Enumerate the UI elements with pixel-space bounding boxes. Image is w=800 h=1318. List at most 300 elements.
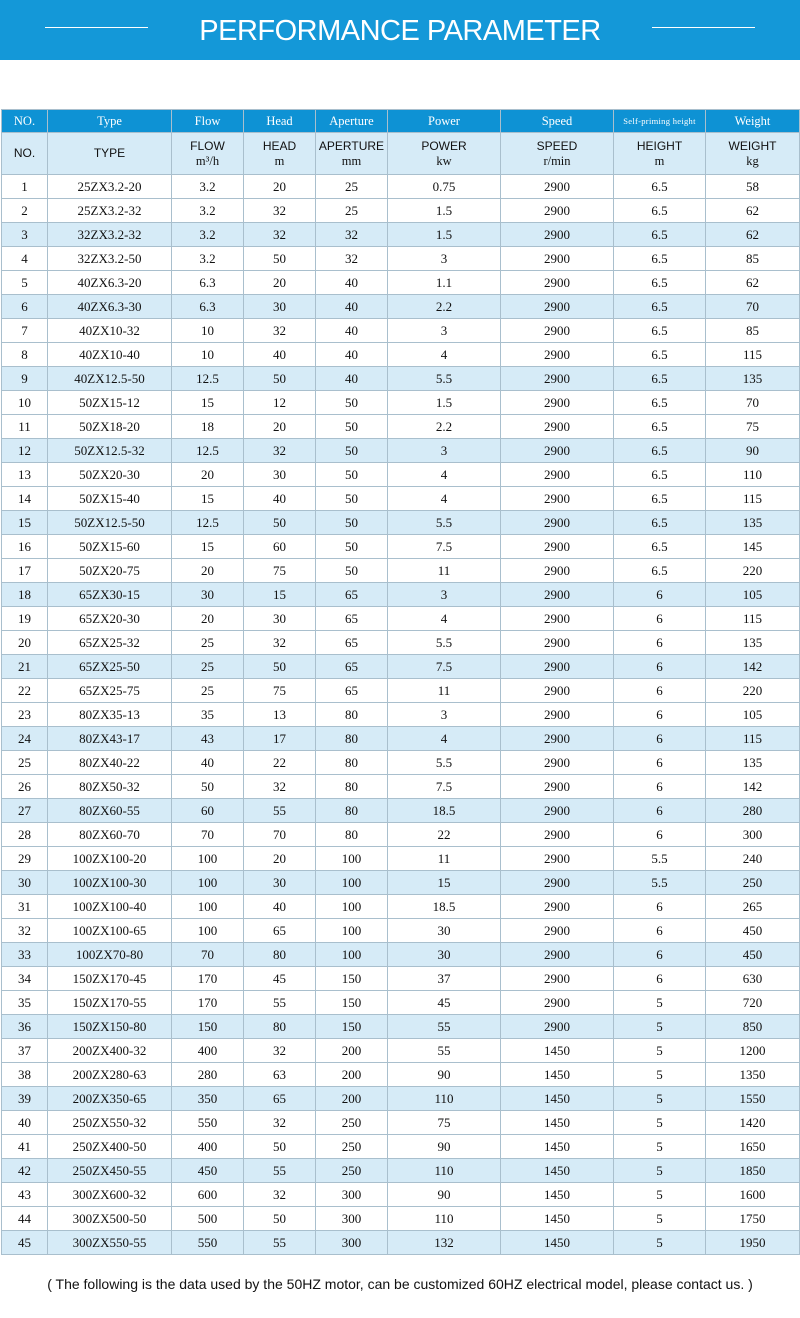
cell-no: 37 [2,1039,48,1063]
table-row [2,943,800,967]
cell-head: 60 [244,535,316,559]
cell-flow: 60 [172,799,244,823]
header-speed: Speed [501,110,614,133]
cell-height: 5.5 [614,847,706,871]
cell-speed: 2900 [501,679,614,703]
cell-speed: 2900 [501,727,614,751]
cell-weight: 240 [706,847,800,871]
cell-head: 20 [244,271,316,295]
cell-power: 5.5 [388,511,501,535]
cell-no: 6 [2,295,48,319]
cell-aperture: 250 [316,1111,388,1135]
subheader-unit: kg [746,153,759,168]
cell-aperture: 65 [316,655,388,679]
cell-height: 5 [614,1111,706,1135]
subheader-name: POWER [421,138,467,153]
cell-aperture: 300 [316,1207,388,1231]
cell-no: 29 [2,847,48,871]
cell-speed: 2900 [501,799,614,823]
cell-flow: 35 [172,703,244,727]
cell-no: 20 [2,631,48,655]
cell-head: 70 [244,823,316,847]
cell-power: 7.5 [388,775,501,799]
cell-aperture: 50 [316,391,388,415]
cell-weight: 62 [706,271,800,295]
header-aperture: Aperture [316,110,388,133]
cell-weight: 62 [706,199,800,223]
table-body [2,175,800,1255]
cell-flow: 25 [172,679,244,703]
cell-head: 13 [244,703,316,727]
cell-no: 17 [2,559,48,583]
cell-height: 6 [614,655,706,679]
cell-aperture: 300 [316,1231,388,1255]
cell-power: 5.5 [388,367,501,391]
cell-speed: 1450 [501,1087,614,1111]
cell-height: 5 [614,1135,706,1159]
table-row [2,991,800,1015]
header-power: Power [388,110,501,133]
cell-power: 18.5 [388,895,501,919]
cell-flow: 400 [172,1135,244,1159]
cell-weight: 145 [706,535,800,559]
cell-aperture: 80 [316,823,388,847]
cell-head: 40 [244,487,316,511]
cell-no: 14 [2,487,48,511]
cell-power: 90 [388,1135,501,1159]
cell-weight: 70 [706,391,800,415]
cell-type: 50ZX20-30 [48,463,172,487]
table-row [2,487,800,511]
subheader-head [244,133,316,175]
cell-power: 1.1 [388,271,501,295]
cell-flow: 100 [172,895,244,919]
cell-head: 50 [244,367,316,391]
cell-speed: 2900 [501,223,614,247]
cell-speed: 1450 [501,1183,614,1207]
cell-power: 0.75 [388,175,501,199]
cell-type: 50ZX15-12 [48,391,172,415]
subheader-name: WEIGHT [728,138,777,153]
cell-aperture: 40 [316,343,388,367]
cell-head: 22 [244,751,316,775]
cell-flow: 15 [172,391,244,415]
subheader-no [2,133,48,175]
cell-type: 250ZX450-55 [48,1159,172,1183]
subheader-unit: m³/h [195,153,220,168]
cell-power: 55 [388,1015,501,1039]
cell-head: 45 [244,967,316,991]
cell-speed: 2900 [501,247,614,271]
cell-height: 6 [614,583,706,607]
cell-power: 5.5 [388,631,501,655]
cell-height: 6.5 [614,367,706,391]
table-row [2,1183,800,1207]
cell-no: 38 [2,1063,48,1087]
cell-head: 80 [244,1015,316,1039]
cell-flow: 50 [172,775,244,799]
cell-head: 75 [244,679,316,703]
table-row [2,727,800,751]
cell-aperture: 50 [316,535,388,559]
cell-head: 20 [244,175,316,199]
cell-no: 43 [2,1183,48,1207]
cell-weight: 135 [706,367,800,391]
cell-aperture: 80 [316,799,388,823]
cell-aperture: 100 [316,895,388,919]
table-row [2,1039,800,1063]
cell-head: 65 [244,919,316,943]
cell-speed: 2900 [501,439,614,463]
table-row [2,415,800,439]
cell-flow: 3.2 [172,175,244,199]
cell-aperture: 40 [316,319,388,343]
header-self-priming-height: Self-priming height [614,110,706,133]
cell-flow: 450 [172,1159,244,1183]
cell-aperture: 300 [316,1183,388,1207]
cell-weight: 1750 [706,1207,800,1231]
cell-type: 200ZX400-32 [48,1039,172,1063]
cell-no: 25 [2,751,48,775]
cell-head: 32 [244,223,316,247]
cell-weight: 1950 [706,1231,800,1255]
cell-speed: 2900 [501,175,614,199]
cell-weight: 105 [706,583,800,607]
cell-speed: 2900 [501,511,614,535]
cell-type: 100ZX70-80 [48,943,172,967]
cell-aperture: 50 [316,511,388,535]
cell-power: 1.5 [388,223,501,247]
table-row [2,919,800,943]
cell-height: 5 [614,1159,706,1183]
cell-height: 6 [614,919,706,943]
table-row [2,655,800,679]
cell-height: 5 [614,1015,706,1039]
cell-height: 6 [614,943,706,967]
subheader-unit: kw [436,153,452,168]
cell-weight: 110 [706,463,800,487]
table-row [2,1063,800,1087]
cell-weight: 142 [706,655,800,679]
cell-no: 41 [2,1135,48,1159]
cell-flow: 550 [172,1111,244,1135]
cell-aperture: 100 [316,847,388,871]
cell-height: 6 [614,631,706,655]
cell-speed: 1450 [501,1111,614,1135]
cell-head: 55 [244,1159,316,1183]
cell-flow: 150 [172,1015,244,1039]
cell-head: 65 [244,1087,316,1111]
cell-head: 50 [244,511,316,535]
table-row [2,439,800,463]
subheader-name: FLOW [190,138,225,153]
cell-weight: 1420 [706,1111,800,1135]
cell-power: 2.2 [388,415,501,439]
cell-power: 4 [388,607,501,631]
cell-speed: 2900 [501,775,614,799]
cell-no: 1 [2,175,48,199]
cell-weight: 115 [706,607,800,631]
header-head: Head [244,110,316,133]
cell-head: 75 [244,559,316,583]
cell-height: 6.5 [614,199,706,223]
cell-no: 5 [2,271,48,295]
cell-flow: 100 [172,871,244,895]
cell-weight: 135 [706,511,800,535]
cell-head: 15 [244,583,316,607]
cell-head: 55 [244,799,316,823]
cell-speed: 1450 [501,1159,614,1183]
table-row [2,271,800,295]
cell-head: 32 [244,439,316,463]
cell-weight: 85 [706,247,800,271]
cell-power: 4 [388,487,501,511]
cell-no: 21 [2,655,48,679]
cell-type: 100ZX100-65 [48,919,172,943]
cell-head: 32 [244,1183,316,1207]
cell-power: 4 [388,727,501,751]
cell-power: 4 [388,343,501,367]
cell-no: 39 [2,1087,48,1111]
subheader-name: HEAD [262,138,297,153]
cell-no: 7 [2,319,48,343]
cell-aperture: 200 [316,1039,388,1063]
cell-type: 150ZX170-55 [48,991,172,1015]
table-row [2,1087,800,1111]
cell-aperture: 80 [316,703,388,727]
cell-type: 200ZX280-63 [48,1063,172,1087]
cell-head: 40 [244,343,316,367]
cell-type: 65ZX25-75 [48,679,172,703]
cell-no: 31 [2,895,48,919]
cell-speed: 2900 [501,967,614,991]
cell-flow: 70 [172,823,244,847]
cell-speed: 1450 [501,1039,614,1063]
cell-weight: 85 [706,319,800,343]
cell-flow: 43 [172,727,244,751]
cell-type: 100ZX100-30 [48,871,172,895]
cell-flow: 10 [172,319,244,343]
cell-type: 80ZX43-17 [48,727,172,751]
table-row [2,463,800,487]
cell-type: 65ZX25-32 [48,631,172,655]
cell-flow: 280 [172,1063,244,1087]
cell-type: 150ZX170-45 [48,967,172,991]
cell-height: 5 [614,1063,706,1087]
cell-aperture: 50 [316,463,388,487]
cell-aperture: 50 [316,559,388,583]
cell-speed: 2900 [501,487,614,511]
cell-height: 6.5 [614,247,706,271]
cell-aperture: 200 [316,1063,388,1087]
cell-type: 65ZX25-50 [48,655,172,679]
cell-power: 7.5 [388,535,501,559]
subheader-name: TYPE [93,146,126,160]
table-row [2,847,800,871]
cell-flow: 400 [172,1039,244,1063]
cell-flow: 25 [172,631,244,655]
cell-aperture: 200 [316,1087,388,1111]
page-title: PERFORMANCE PARAMETER [199,15,601,47]
cell-type: 80ZX60-55 [48,799,172,823]
cell-flow: 350 [172,1087,244,1111]
cell-flow: 70 [172,943,244,967]
cell-speed: 2900 [501,271,614,295]
cell-aperture: 250 [316,1135,388,1159]
cell-type: 80ZX50-32 [48,775,172,799]
performance-table [1,109,800,1255]
cell-aperture: 40 [316,367,388,391]
cell-flow: 3.2 [172,247,244,271]
cell-no: 27 [2,799,48,823]
cell-type: 50ZX15-40 [48,487,172,511]
cell-flow: 40 [172,751,244,775]
cell-weight: 1650 [706,1135,800,1159]
cell-power: 11 [388,847,501,871]
cell-power: 3 [388,703,501,727]
subheader-power [388,133,501,175]
header-row-primary [2,110,800,133]
subheader-speed [501,133,614,175]
cell-speed: 2900 [501,919,614,943]
cell-weight: 70 [706,295,800,319]
cell-type: 40ZX12.5-50 [48,367,172,391]
cell-weight: 1550 [706,1087,800,1111]
table-row [2,319,800,343]
cell-weight: 265 [706,895,800,919]
cell-no: 18 [2,583,48,607]
header-flow: Flow [172,110,244,133]
subheader-height [614,133,706,175]
cell-aperture: 65 [316,679,388,703]
cell-weight: 630 [706,967,800,991]
cell-speed: 2900 [501,391,614,415]
cell-aperture: 65 [316,583,388,607]
cell-no: 32 [2,919,48,943]
cell-power: 11 [388,679,501,703]
table-row [2,511,800,535]
cell-head: 40 [244,895,316,919]
cell-aperture: 40 [316,271,388,295]
cell-weight: 58 [706,175,800,199]
subheader-unit: m [654,153,665,168]
cell-head: 32 [244,631,316,655]
cell-head: 80 [244,943,316,967]
cell-height: 6.5 [614,319,706,343]
cell-type: 50ZX20-75 [48,559,172,583]
cell-height: 6 [614,823,706,847]
table-row [2,895,800,919]
table-row [2,343,800,367]
cell-speed: 2900 [501,751,614,775]
cell-flow: 3.2 [172,223,244,247]
cell-flow: 500 [172,1207,244,1231]
cell-flow: 550 [172,1231,244,1255]
cell-height: 6 [614,799,706,823]
cell-head: 32 [244,319,316,343]
cell-head: 63 [244,1063,316,1087]
cell-height: 6.5 [614,343,706,367]
cell-head: 30 [244,607,316,631]
subheader-name: SPEED [536,138,578,153]
cell-height: 6.5 [614,415,706,439]
cell-type: 65ZX30-15 [48,583,172,607]
table-row [2,247,800,271]
cell-speed: 2900 [501,895,614,919]
cell-power: 15 [388,871,501,895]
cell-no: 10 [2,391,48,415]
cell-no: 26 [2,775,48,799]
cell-no: 12 [2,439,48,463]
subheader-name: HEIGHT [636,138,683,153]
cell-type: 50ZX15-60 [48,535,172,559]
cell-weight: 115 [706,343,800,367]
cell-type: 65ZX20-30 [48,607,172,631]
cell-no: 23 [2,703,48,727]
cell-weight: 450 [706,943,800,967]
cell-head: 30 [244,295,316,319]
cell-type: 40ZX6.3-20 [48,271,172,295]
cell-height: 6.5 [614,535,706,559]
cell-height: 6 [614,775,706,799]
cell-speed: 2900 [501,1015,614,1039]
cell-head: 50 [244,1207,316,1231]
cell-type: 300ZX500-50 [48,1207,172,1231]
cell-speed: 2900 [501,343,614,367]
cell-flow: 20 [172,463,244,487]
cell-speed: 2900 [501,871,614,895]
cell-speed: 2900 [501,943,614,967]
cell-no: 28 [2,823,48,847]
cell-flow: 20 [172,559,244,583]
cell-aperture: 25 [316,199,388,223]
subheader-name: APERTURE [318,138,385,153]
table-row [2,1207,800,1231]
cell-flow: 100 [172,919,244,943]
cell-weight: 280 [706,799,800,823]
cell-weight: 450 [706,919,800,943]
cell-aperture: 150 [316,1015,388,1039]
cell-aperture: 32 [316,223,388,247]
cell-head: 20 [244,847,316,871]
cell-no: 44 [2,1207,48,1231]
cell-flow: 20 [172,607,244,631]
cell-weight: 220 [706,559,800,583]
table-row [2,223,800,247]
cell-flow: 170 [172,967,244,991]
cell-no: 19 [2,607,48,631]
table-row [2,967,800,991]
cell-height: 6.5 [614,295,706,319]
table-row [2,367,800,391]
cell-weight: 135 [706,631,800,655]
table-row [2,583,800,607]
cell-power: 5.5 [388,751,501,775]
cell-type: 200ZX350-65 [48,1087,172,1111]
cell-speed: 2900 [501,703,614,727]
cell-power: 37 [388,967,501,991]
table-row [2,1135,800,1159]
cell-head: 32 [244,199,316,223]
cell-head: 55 [244,1231,316,1255]
cell-flow: 600 [172,1183,244,1207]
cell-type: 100ZX100-40 [48,895,172,919]
table-row [2,295,800,319]
cell-speed: 1450 [501,1207,614,1231]
header-row-secondary [2,133,800,175]
cell-power: 4 [388,463,501,487]
cell-power: 110 [388,1087,501,1111]
